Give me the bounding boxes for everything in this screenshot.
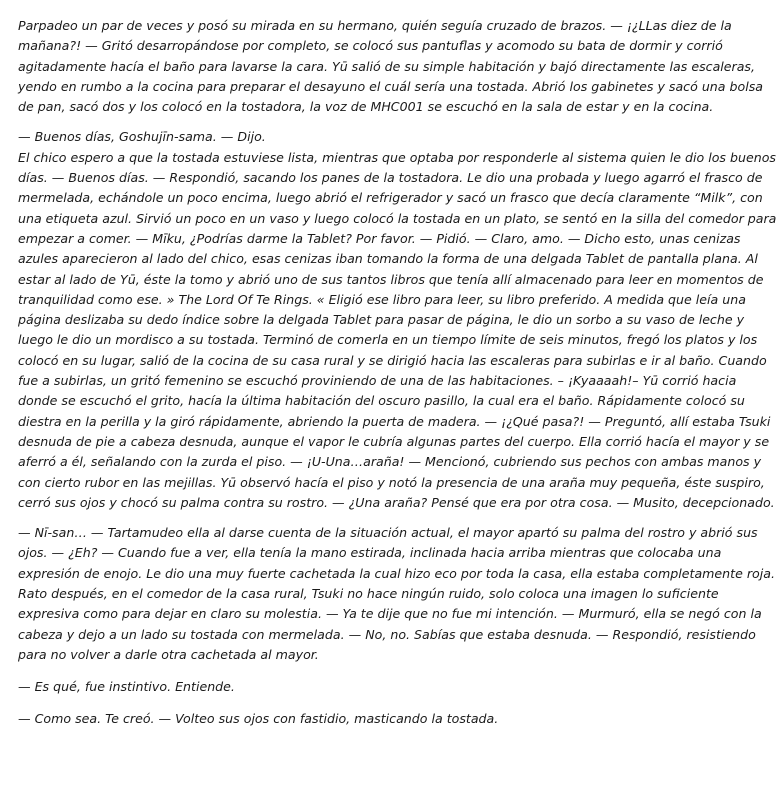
paragraph-4: — Es qué, fue instintivo. Entiende. [18, 679, 235, 695]
paragraph-5: — Como sea. Te creó. — Volteo sus ojos con fastidio, masticando la tostada. [18, 710, 499, 726]
paragraph-2: — Buenos días, Goshujīn-sama. — Dijo. El chico espero a que la tostada estuviese lista, mientras que optaba por responderle al sistema quien le dio los buenos días. — Buenos días. — Respondió, sacando los panes de la tostadora. Le dio una probada y luego agarró el frasco de mermelada, echándole un poco encima, luego abrió el refrigerador y sacó un frasco que decía claramente “Milk”, con una etiqueta azul. Sirvió un poco en un vaso y luego colocó la tostada en un plato, se sentó en la silla del comedor para empezar a comer. — Mīku, ¿Podrías darme la Tablet? Por favor. — Pidió. — Claro, amo. — Dicho esto, unas cenizas azules aparecieron al lado del chico, esas cenizas iban tomando la forma de una delgada Tablet de pantalla plana. Al estar al lado de Yū, éste la tomo y abrió uno de sus tantos libros que tenía allí almacenado para leer en momentos de tranquilidad como ese. » The Lord Of Te Rings. « Eligió ese libro para leer, su libro preferido. A medida que leía una página deslizaba su dedo índice sobre la delgada Tablet para pasar de página, le dio un sorbo a su vaso de leche y luego le dio un mordisco a su tostada. Terminó de comerla en un tiempo límite de seis minutos, fregó los platos y los colocó en su lugar, salió de la cocina de su casa rural y se dirigió hacia las escaleras para subirlas e ir al baño. Cuando fue a subirlas, un gritó femenino se escuchó proviniendo de una de las habitaciones. – ¡Kyaaaah!– Yū corrió hacia donde se escuchó el grito, hacía la última habitación del oscuro pasillo, la cual era el baño. Rápidamente colocó su diestra en la perilla y la giró rápidamente, abriendo la puerta de madera. — ¡¿Qué pasa?! — Preguntó, allí estaba Tsuki desnuda de pie a cabeza desnuda, aunque el vapor le cubría algunas partes del cuerpo. Ella corrió hacía el mayor y se aferró a él, señalando con la zurda el piso. — ¡U-Una…araña! — Mencionó, cubriendo sus pechos con ambas manos y con cierto rubor en las mejillas. Yū observó hacía el piso y notó la presencia de una araña muy pequeña, éste suspiro, cerró sus ojos y chocó su palma contra su rostro. — ¿Una araña? Pensé que era por otra cosa. — Musito, decepcionado. [18, 129, 777, 510]
paragraph-spacer [18, 698, 778, 709]
paragraph-3: — Nī-san… — Tartamudeo ella al darse cuenta de la situación actual, el mayor apartó su palma del rostro y abrió sus ojos. — ¿Eh? — Cuando fue a ver, ella tenía la mano estirada, inclinada hacia arriba mientras que colocaba una expresión de enojo. Le dio una muy fuerte cachetada la cual hizo eco por toda la casa, ella estaba completamente roja. Rato después, en el comedor de la casa rural, Tsuki no hace ningún ruido, solo coloca una imagen lo suficiente expresiva como para dejar en claro su molestia. — Ya te dije que no fue mi intención. — Murmuró, ella se negó con la cabeza y dejo a un lado su tostada con mermelada. — No, no. Sabías que estaba desnuda. — Respondió, resistiendo para no volver a darle otra cachetada al mayor. [18, 525, 775, 662]
document-body [18, 16, 778, 729]
paragraph-1: Parpadeo un par de veces y posó su mirada en su hermano, quién seguía cruzado de brazos. — ¡¿LLas diez de la mañana?! — Gritó desarropándose por completo, se colocó sus pantuflas y acomodo su bata de dormir y corrió agitadamente hacía el baño para lavarse la cara. Yū salió de su simple habitación y bajó directamente las escaleras, yendo en rumbo a la cocina para preparar el desayuno el cuál sería una tostada. Abrió los gabinetes y sacó una bolsa de pan, sacó dos y los colocó en la tostadora, la voz de MHC001 se escuchó en la sala de estar y en la cocina. [18, 18, 763, 115]
